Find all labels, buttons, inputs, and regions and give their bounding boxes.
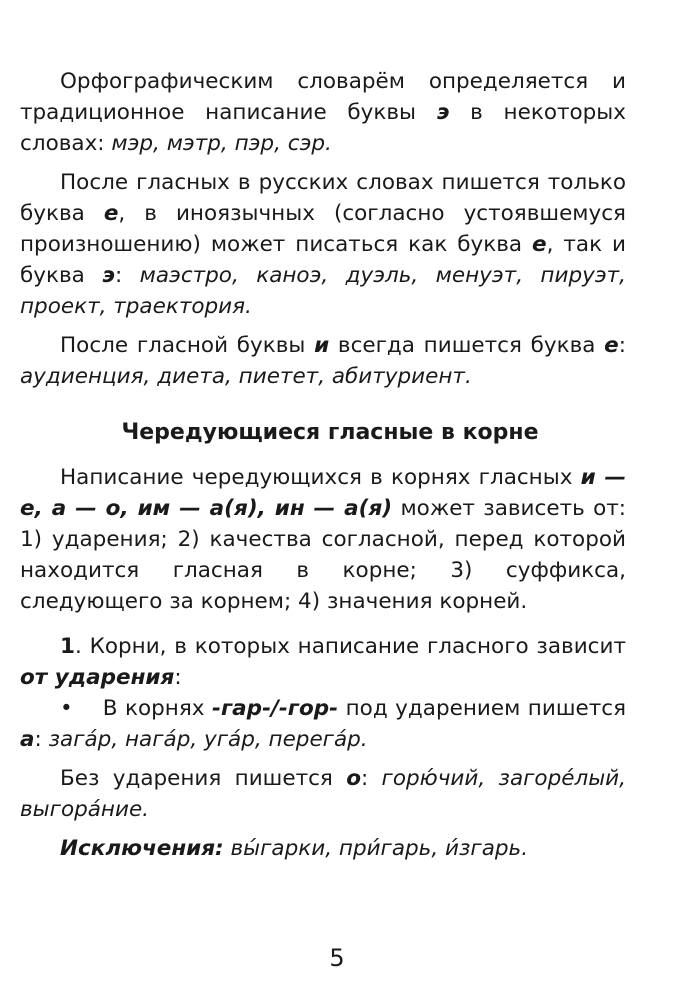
section-heading: Чередующиеся гласные в корне xyxy=(121,420,539,445)
paragraph-after-i xyxy=(20,330,626,392)
text: После гласной буквы xyxy=(60,333,315,358)
text: . Корни, в которых написание гласного зависит xyxy=(74,634,626,659)
bullet-icon: • xyxy=(60,696,73,721)
text: в некоторых словах: xyxy=(20,100,626,156)
letter: е xyxy=(532,232,547,257)
examples: вы́гарки, при́гарь, и́згарь. xyxy=(223,836,529,861)
paragraph-unstressed xyxy=(20,763,626,825)
letter: а xyxy=(20,727,35,752)
paragraph-e-spelling-dictionary xyxy=(20,66,626,159)
letter: и xyxy=(314,333,330,358)
text: под ударением пишется xyxy=(338,696,627,721)
roots: -гар-/-гор- xyxy=(212,696,339,721)
vowel-pairs: и — е, а — о, им — а(я), ин — а(я) xyxy=(20,465,626,521)
examples: зага́р, нага́р, уга́р, перега́р. xyxy=(48,727,368,752)
letter-e-reverse: э xyxy=(436,100,450,125)
term: от ударения xyxy=(20,665,175,690)
text: Без ударения пишется xyxy=(60,766,347,791)
paragraph-alternation-intro xyxy=(20,462,626,617)
page-number: 5 xyxy=(329,944,345,972)
text: Орфографическим словарём определяется и традиционное написание буквы xyxy=(20,69,626,125)
text: После гласных в русских словах пишется только буква xyxy=(20,170,626,226)
page-content xyxy=(20,66,626,864)
text: : xyxy=(360,766,382,791)
bullet-item-gar-gor xyxy=(20,693,626,755)
letter: е xyxy=(604,333,619,358)
text: : xyxy=(34,727,49,752)
examples: горю́чий, загоре́лый, выгора́ние. xyxy=(20,766,626,822)
text: В корнях xyxy=(102,696,213,721)
text: : xyxy=(174,665,182,690)
letter: э xyxy=(102,263,115,288)
text: может зависеть от: 1) ударения; 2) качества согласной, перед которой находится гласная в корне; 3) суффикса, следующего за корнем; 4) значения корней. xyxy=(20,496,627,614)
text: , так и буква xyxy=(20,232,626,288)
text: : xyxy=(618,333,626,358)
paragraph-after-vowels xyxy=(20,167,626,322)
examples: мэр, мэтр, пэр, сэр. xyxy=(111,131,332,156)
letter: е xyxy=(103,201,119,226)
text: , в иноязычных (согласно устоявшемуся произношению) может писаться как буква xyxy=(20,201,626,257)
rule-number: 1 xyxy=(60,634,75,659)
text: всегда пишется буква xyxy=(329,333,605,358)
text: Написание чередующихся в корнях гласных xyxy=(60,465,581,490)
paragraph-exceptions xyxy=(20,833,626,864)
exceptions-label: Исключения: xyxy=(60,836,224,861)
examples: маэстро, каноэ, дуэль, менуэт, пируэт, проект, траектория. xyxy=(20,263,626,319)
text: : xyxy=(114,263,140,288)
letter: о xyxy=(346,766,361,791)
paragraph-rule-1 xyxy=(20,631,626,693)
examples: аудиенция, диета, пиетет, абитуриент. xyxy=(20,364,472,389)
